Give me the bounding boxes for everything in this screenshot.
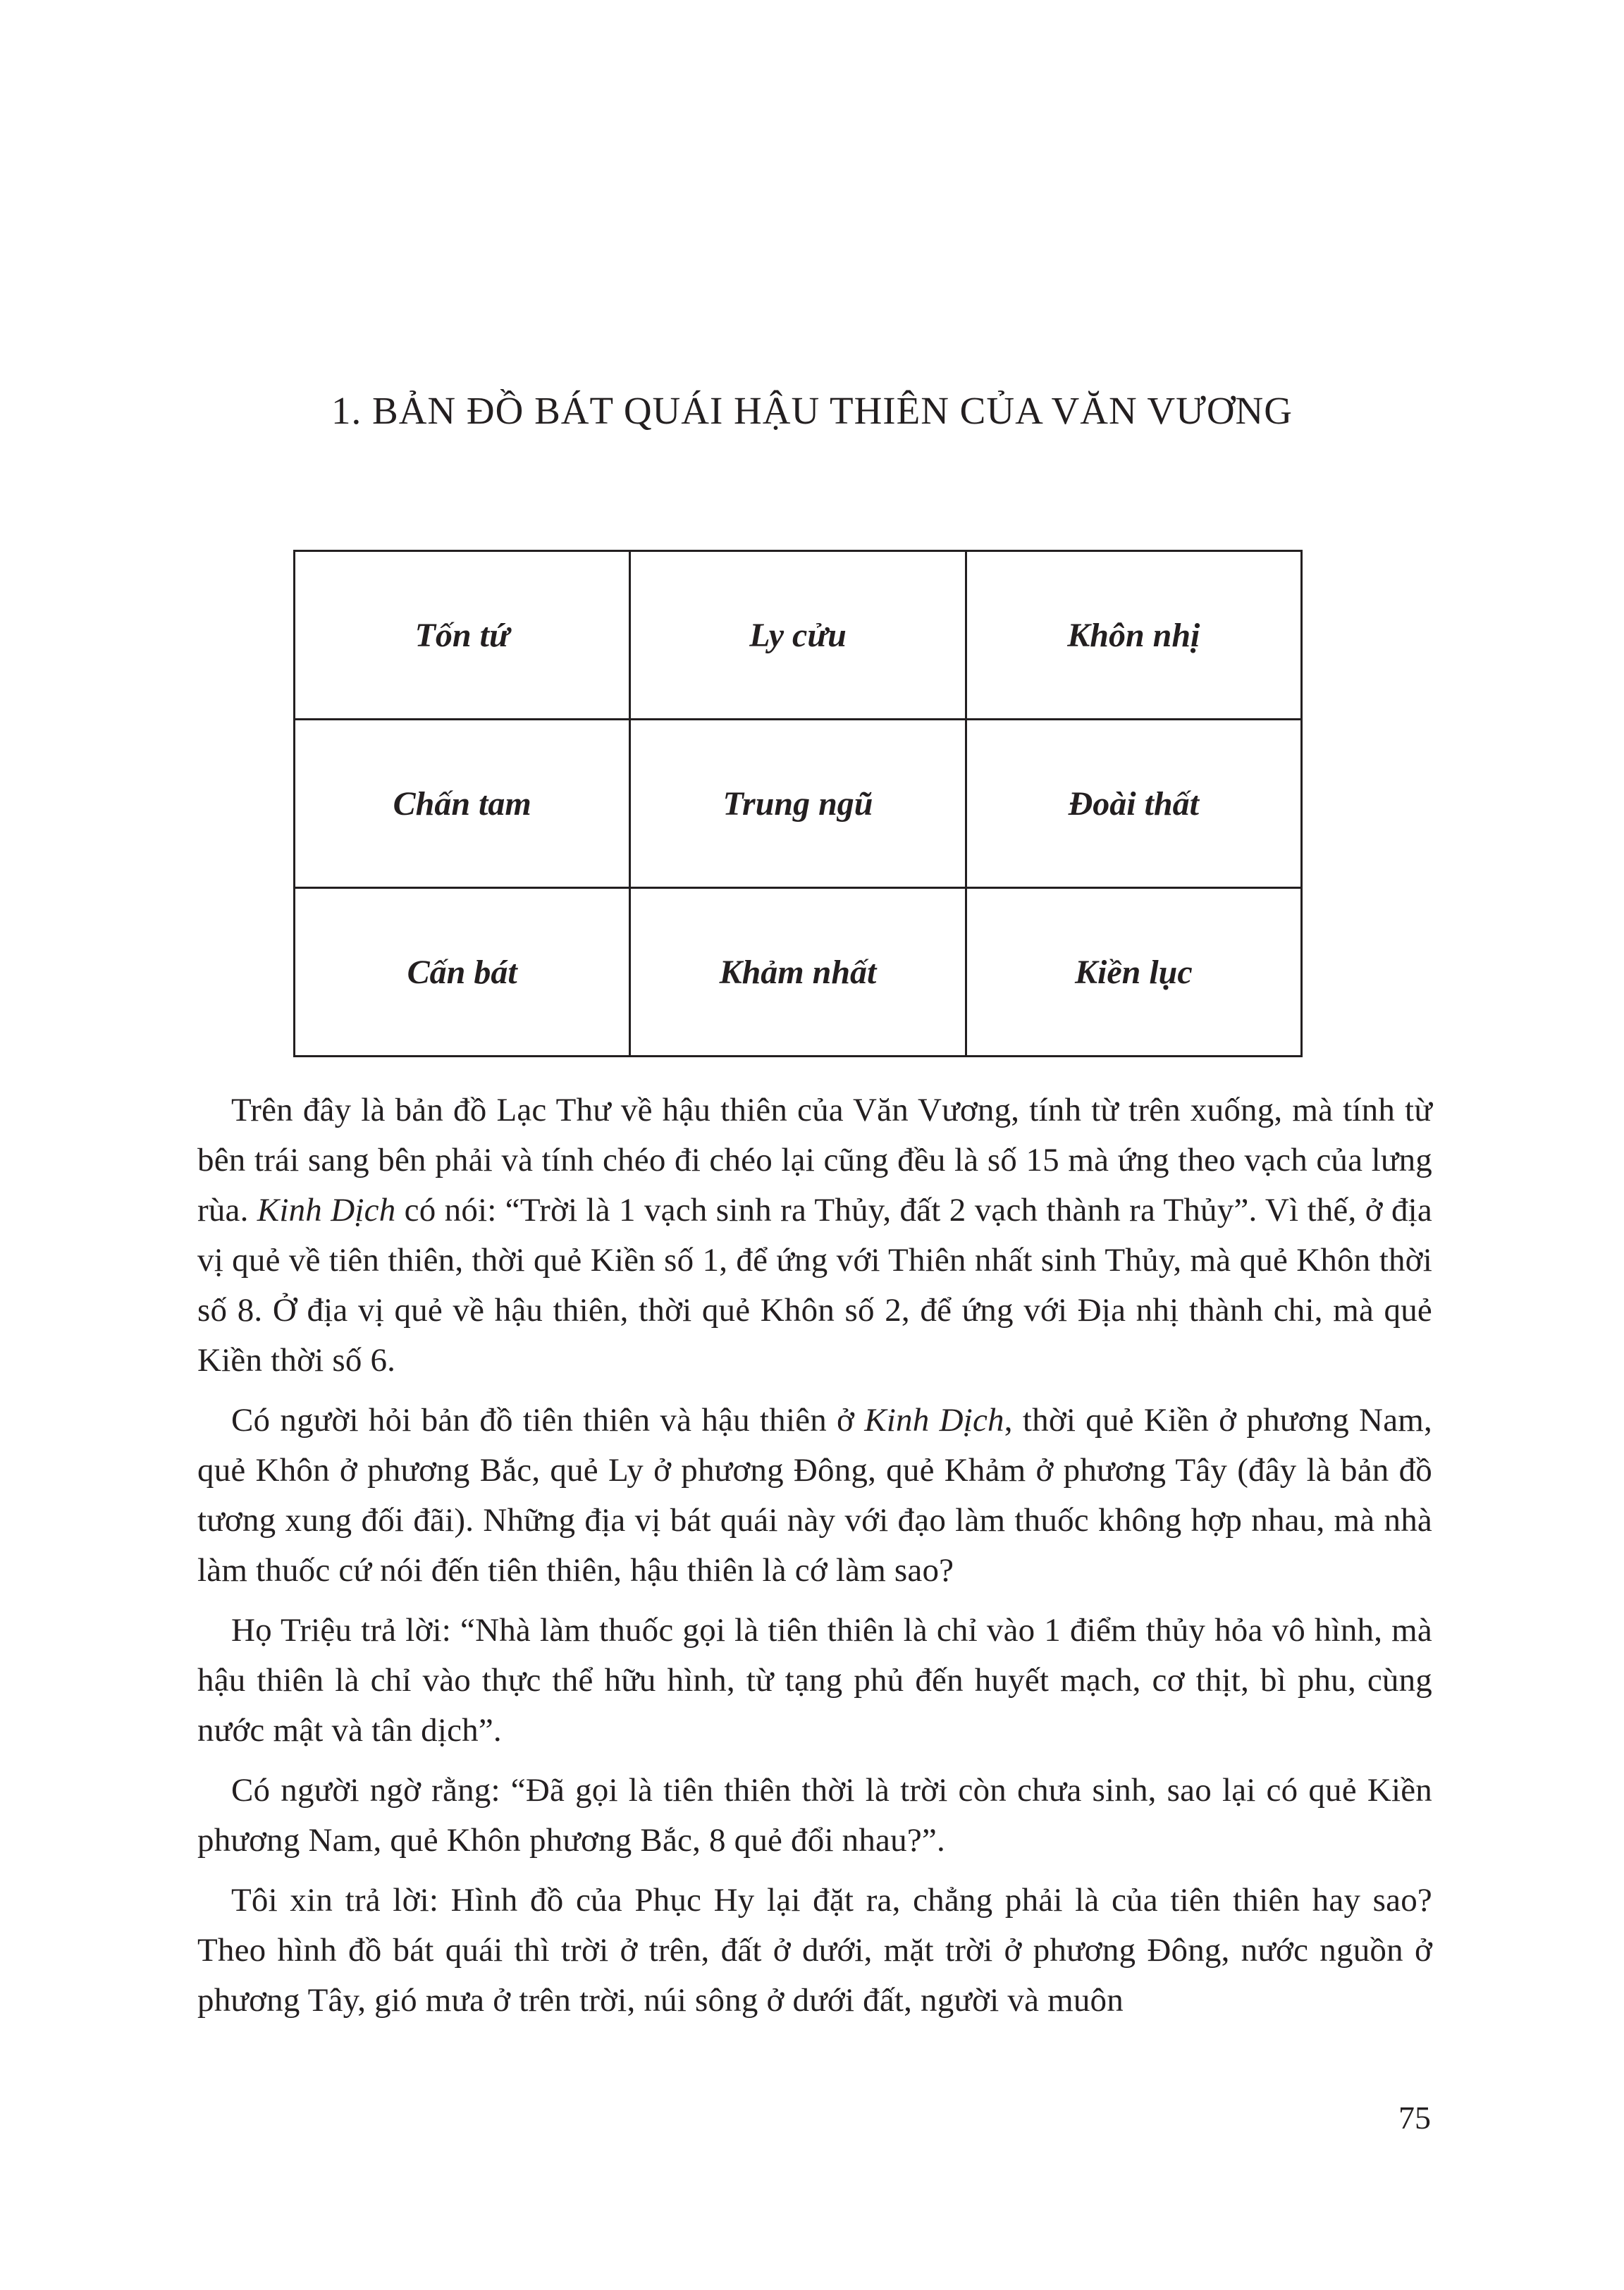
paragraph-text: Tôi xin trả lời: Hình đồ của Phục Hy lại đặt ra, chẳng phải là của tiên thiên hay sao? Theo hình đồ bát quái thì trời ở trên, đất ở dưới, mặt trời ở phương Đông, nước nguồn ở phương Tây, gió mưa ở trên trời, núi sông ở dưới đất, người và muôn: [197, 1882, 1432, 2019]
paragraph-text: Có người hỏi bản đồ tiên thiên và hậu thiên ở: [231, 1402, 865, 1439]
section-heading: 1. BẢN ĐỒ BÁT QUÁI HẬU THIÊN CỦA VĂN VƯƠNG: [331, 389, 1293, 432]
grid-cell: Tốn tứ: [295, 551, 630, 720]
paragraph: [197, 1085, 1432, 1386]
paragraph: [197, 1606, 1432, 1756]
grid-cell: Ly cửu: [630, 551, 966, 720]
paragraph-text: Họ Triệu trả lời: “Nhà làm thuốc gọi là tiên thiên là chỉ vào 1 điểm thủy hỏa vô hình, mà hậu thiên là chỉ vào thực thể hữu hình, từ tạng phủ đến huyết mạch, cơ thịt, bì phu, cùng nước mật và tân dịch”.: [197, 1612, 1432, 1749]
book-title: Kinh Dịch: [257, 1192, 396, 1229]
page-number: 75: [1398, 2100, 1431, 2136]
paragraph-text: , thời quẻ Kiền ở phương Nam, quẻ Khôn ở phương Bắc, quẻ Ly ở phương Đông, quẻ Khảm ở phương Tây (đây là bản đồ tương xung đối đãi). Những địa vị bát quái này với đạo làm thuốc không hợp nhau, mà nhà làm thuốc cứ nói đến tiên thiên, hậu thiên là cớ làm sao?: [197, 1402, 1432, 1589]
bat-quai-grid: [293, 550, 1303, 1057]
grid-cell: Khảm nhất: [630, 888, 966, 1057]
grid-cell: Cấn bát: [295, 888, 630, 1057]
grid-cell: Đoài thất: [966, 720, 1301, 888]
paragraph-text: Có người ngờ rằng: “Đã gọi là tiên thiên thời là trời còn chưa sinh, sao lại có quẻ Kiền phương Nam, quẻ Khôn phương Bắc, 8 quẻ đổi nhau?”.: [197, 1772, 1432, 1859]
grid-row: [295, 720, 1302, 888]
grid-cell: Chấn tam: [295, 720, 630, 888]
paragraph-text: Trên đây là bản đồ Lạc Thư về hậu thiên của Văn Vương, tính từ trên xuống, mà tính từ bên trái sang bên phải và tính chéo đi chéo lại cũng đều là số 15 mà ứng theo vạch của lưng rùa.: [197, 1092, 1432, 1229]
grid-cell: Kiền lục: [966, 888, 1301, 1057]
grid-cell: Trung ngũ: [630, 720, 966, 888]
grid-row: [295, 888, 1302, 1057]
paragraph: [197, 1396, 1432, 1596]
paragraph-text: có nói: “Trời là 1 vạch sinh ra Thủy, đất 2 vạch thành ra Thủy”. Vì thế, ở địa vị quẻ về tiên thiên, thời quẻ Kiền số 1, để ứng với Thiên nhất sinh Thủy, mà quẻ Khôn thời số 8. Ở địa vị quẻ về hậu thiên, thời quẻ Khôn số 2, để ứng với Địa nhị thành chi, mà quẻ Kiền thời số 6.: [197, 1192, 1432, 1379]
grid-row: [295, 551, 1302, 720]
paragraph: [197, 1766, 1432, 1866]
body-text: [197, 1085, 1432, 2036]
paragraph: [197, 1876, 1432, 2026]
grid-cell: Khôn nhị: [966, 551, 1301, 720]
book-title: Kinh Dịch: [864, 1402, 1004, 1439]
